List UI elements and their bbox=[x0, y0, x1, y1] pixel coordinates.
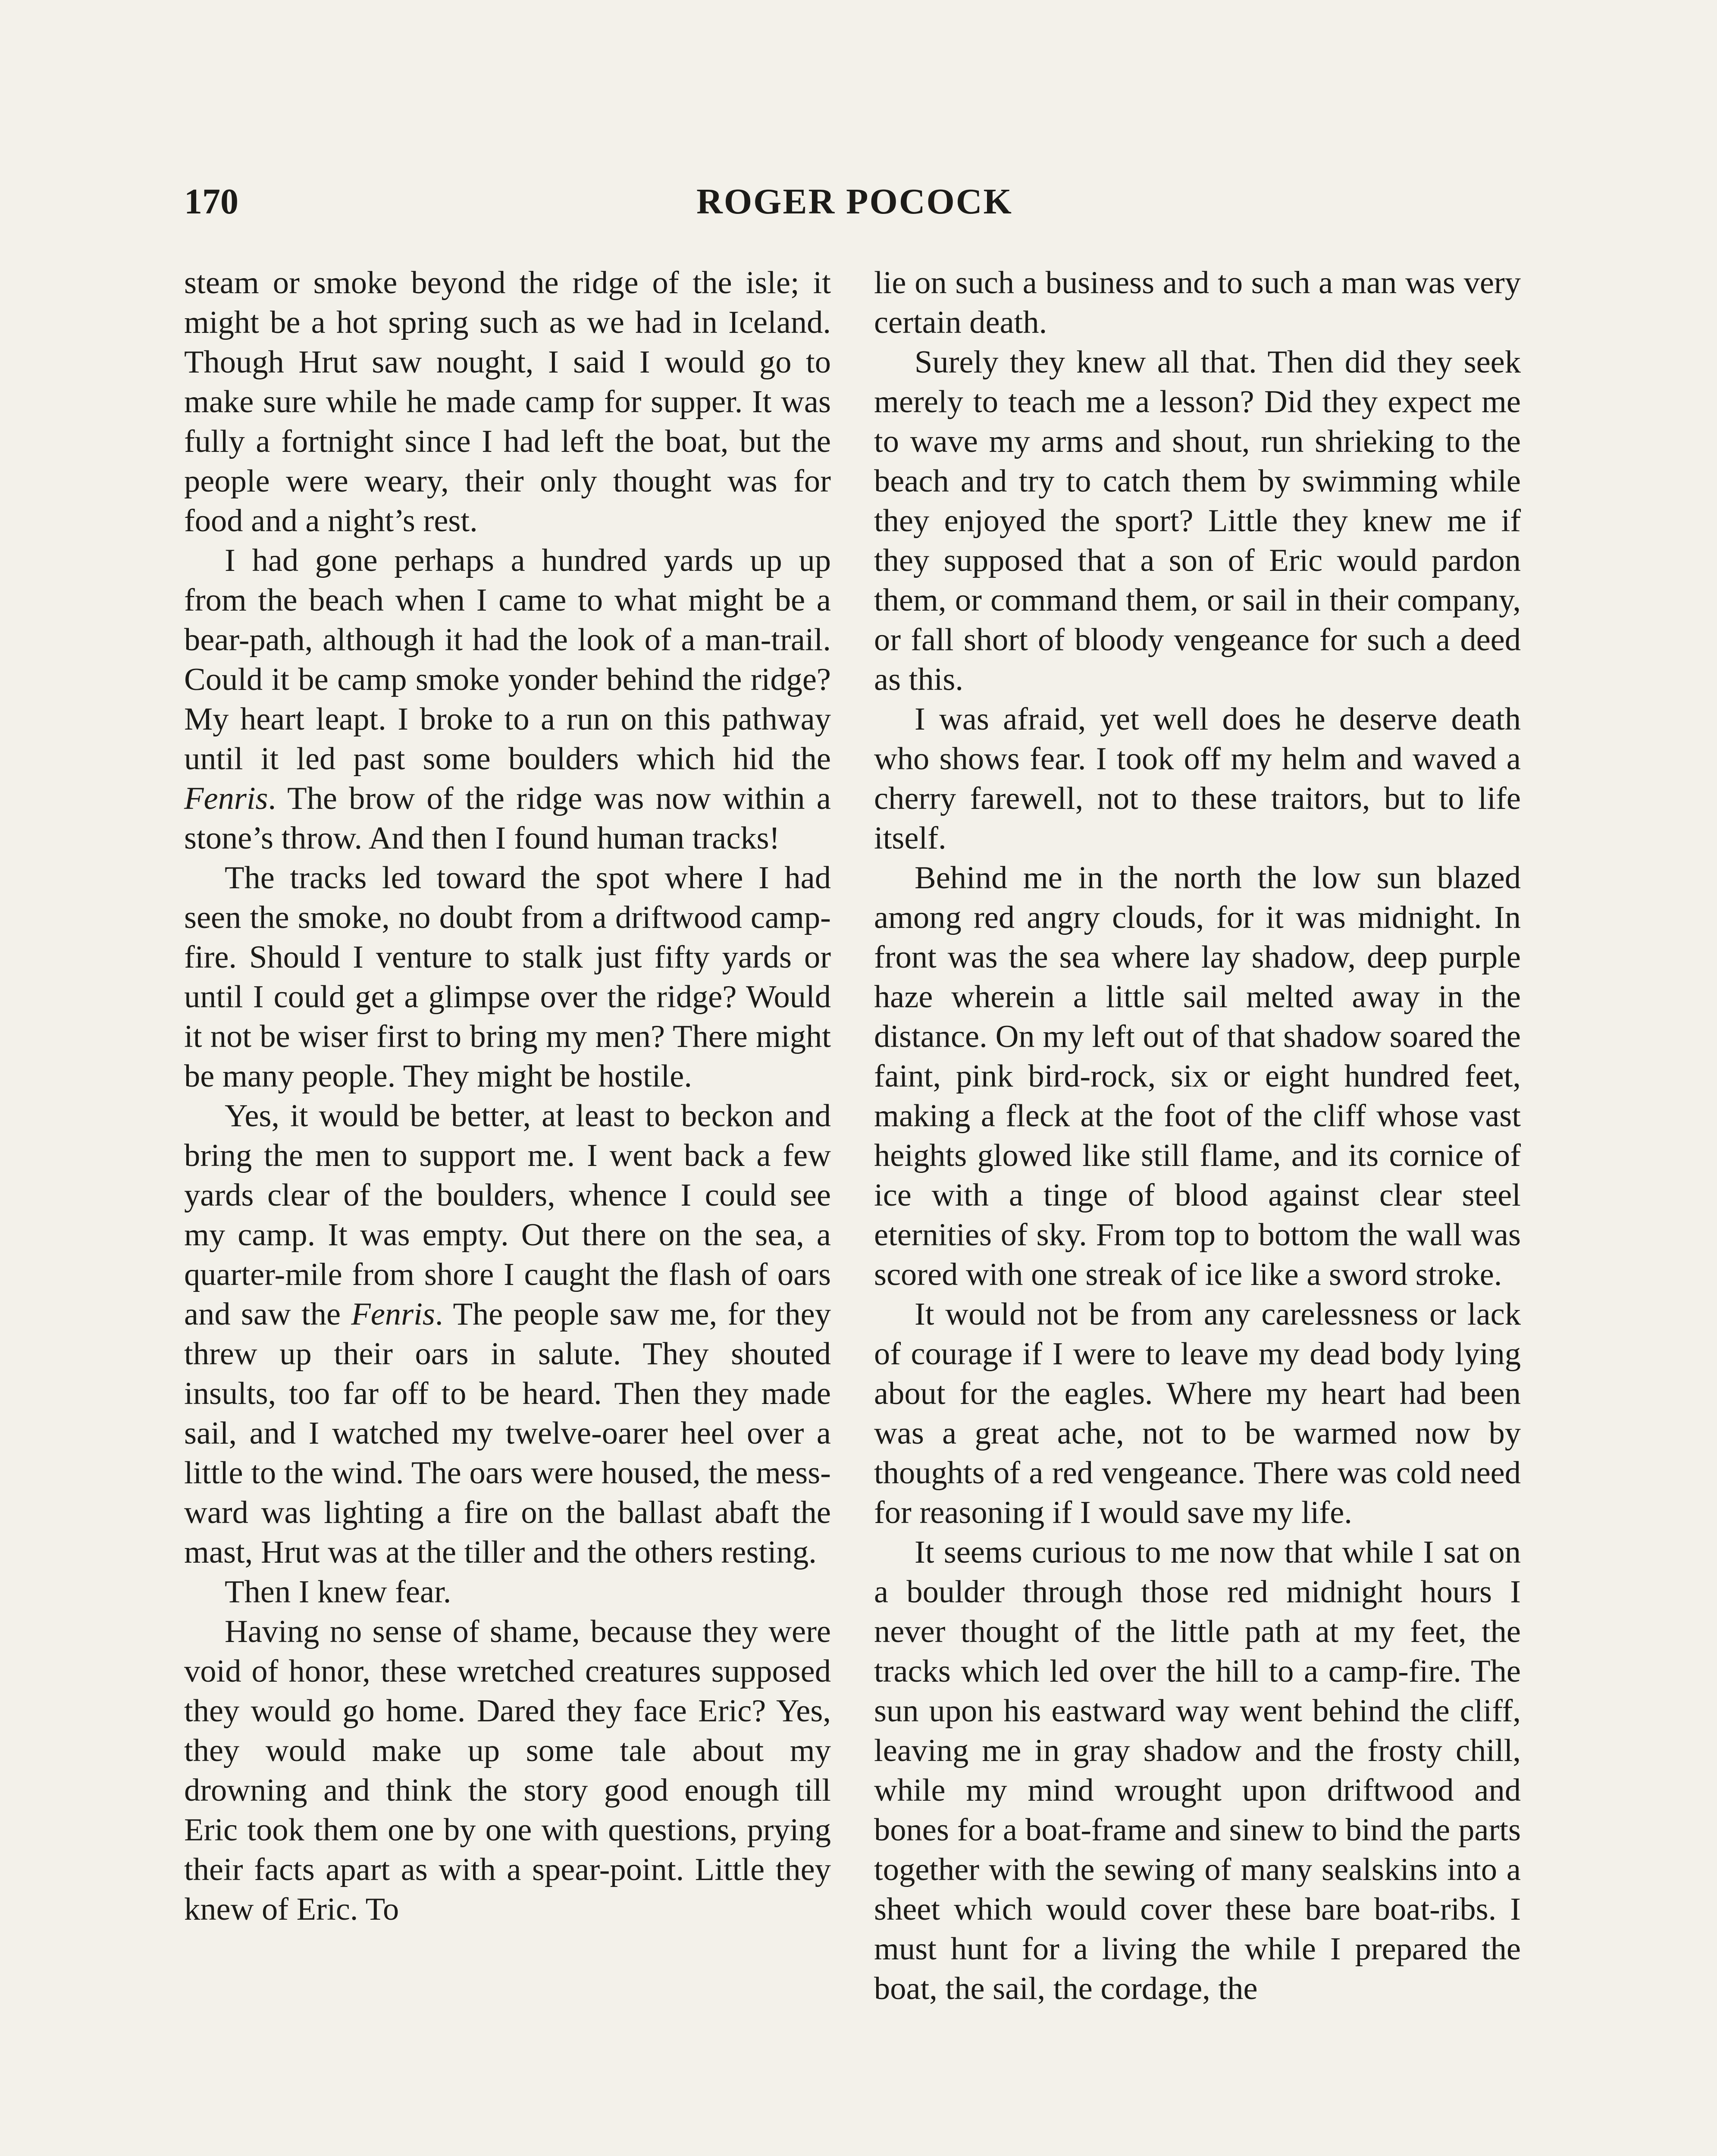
left-column bbox=[184, 263, 831, 1929]
paragraph bbox=[874, 858, 1521, 1294]
right-column bbox=[874, 263, 1521, 2009]
page-number: 170 bbox=[184, 182, 238, 222]
paragraph bbox=[184, 263, 831, 541]
text-segment: . The people saw me, for they threw up their oars in salute. They shouted insults, too far off to be heard. Then they made sail, and I watched my twelve-oarer heel over a little to the wind. The oars were housed, the mess-ward was lighting a fire on the ballast abaft the mast, Hrut was at the tiller and the others resting. bbox=[184, 1297, 831, 1570]
text-segment: Then I knew fear. bbox=[225, 1574, 451, 1610]
text-segment: Surely they knew all that. Then did they seek merely to teach me a lesson? Did they expect me to wave my arms and shout, run shrieking to the beach and try to catch them by swimming while they enjoyed the sport? Little they knew me if they supposed that a son of Eric would pardon them, or command them, or sail in their company, or fall short of bloody vengeance for such a deed as this. bbox=[874, 345, 1521, 697]
paragraph bbox=[184, 1572, 831, 1612]
paragraph bbox=[874, 1532, 1521, 2009]
text-segment: I had gone perhaps a hundred yards up up from the beach when I came to what might be a bear-path, although it had the look of a man-trail. Could it be camp smoke yonder behind the ridge? My heart leapt. I broke to a run on this pathway until it led past some boulders which hid the bbox=[184, 543, 831, 777]
italic-text: Fenris bbox=[184, 781, 268, 816]
running-head: ROGER POCOCK bbox=[696, 182, 1013, 222]
text-segment: I was afraid, yet well does he deserve death who shows fear. I took off my helm and waved a cherry farewell, not to these traitors, but to life itself. bbox=[874, 702, 1521, 856]
text-segment: It seems curious to me now that while I sat on a boulder through those red midnight hours I never thought of the little path at my feet, the tracks which led over the hill to a camp-fire. The sun upon his eastward way went behind the cliff, leaving me in gray shadow and the frosty chill, while my mind wrought upon driftwood and bones for a boat-frame and sinew to bind the parts together with the sewing of many sealskins into a sheet which would cover these bare boat-ribs. I must hunt for a living the while I prepared the boat, the sail, the cordage, the bbox=[874, 1535, 1521, 2006]
paragraph bbox=[184, 858, 831, 1096]
text-segment: The tracks led toward the spot where I had seen the smoke, no doubt from a driftwood camp-fire. Should I venture to stalk just fifty yards or until I could get a glimpse over the ridge? Would it not be wiser first to bring my men? There might be many people. They might be hostile. bbox=[184, 860, 831, 1094]
paragraph bbox=[874, 263, 1521, 342]
text-segment: . The brow of the ridge was now within a stone’s throw. And then I found human tracks! bbox=[184, 781, 831, 856]
paragraph bbox=[874, 342, 1521, 699]
paragraph bbox=[184, 541, 831, 858]
paragraph bbox=[874, 1294, 1521, 1532]
page-header bbox=[184, 176, 1525, 228]
text-segment: It would not be from any carelessness or lack of courage if I were to leave my dead body lying about for the eagles. Where my heart had been was a great ache, not to be warmed now by thoughts of a red vengeance. There was cold need for reasoning if I would save my life. bbox=[874, 1297, 1521, 1530]
text-segment: lie on such a business and to such a man was very certain death. bbox=[874, 265, 1521, 340]
text-segment: Yes, it would be better, at least to beckon and bring the men to support me. I went back a few yards clear of the boulders, whence I could see my camp. It was empty. Out there on the sea, a quarter-mile from shore I caught the flash of oars and saw the bbox=[184, 1098, 831, 1332]
italic-text: Fenris bbox=[351, 1297, 435, 1332]
paragraph bbox=[874, 699, 1521, 858]
text-segment: Behind me in the north the low sun blazed among red angry clouds, for it was midnight. In front was the sea where lay shadow, deep purple haze wherein a little sail melted away in the distance. On my left out of that shadow soared the faint, pink bird-rock, six or eight hundred feet, making a fleck at the foot of the cliff whose vast heights glowed like still flame, and its cornice of ice with a tinge of blood against clear steel eternities of sky. From top to bottom the wall was scored with one streak of ice like a sword stroke. bbox=[874, 860, 1521, 1292]
paragraph bbox=[184, 1096, 831, 1572]
text-segment: Having no sense of shame, because they were void of honor, these wretched creatures supposed they would go home. Dared they face Eric? Yes, they would make up some tale about my drowning and think the story good enough till Eric took them one by one with questions, prying their facts apart as with a spear-point. Little they knew of Eric. To bbox=[184, 1614, 831, 1927]
paragraph bbox=[184, 1612, 831, 1929]
text-segment: steam or smoke beyond the ridge of the isle; it might be a hot spring such as we had in Iceland. Though Hrut saw nought, I said I would go to make sure while he made camp for supper. It was fully a fortnight since I had left the boat, but the people were weary, their only thought was for food and a night’s rest. bbox=[184, 265, 831, 539]
